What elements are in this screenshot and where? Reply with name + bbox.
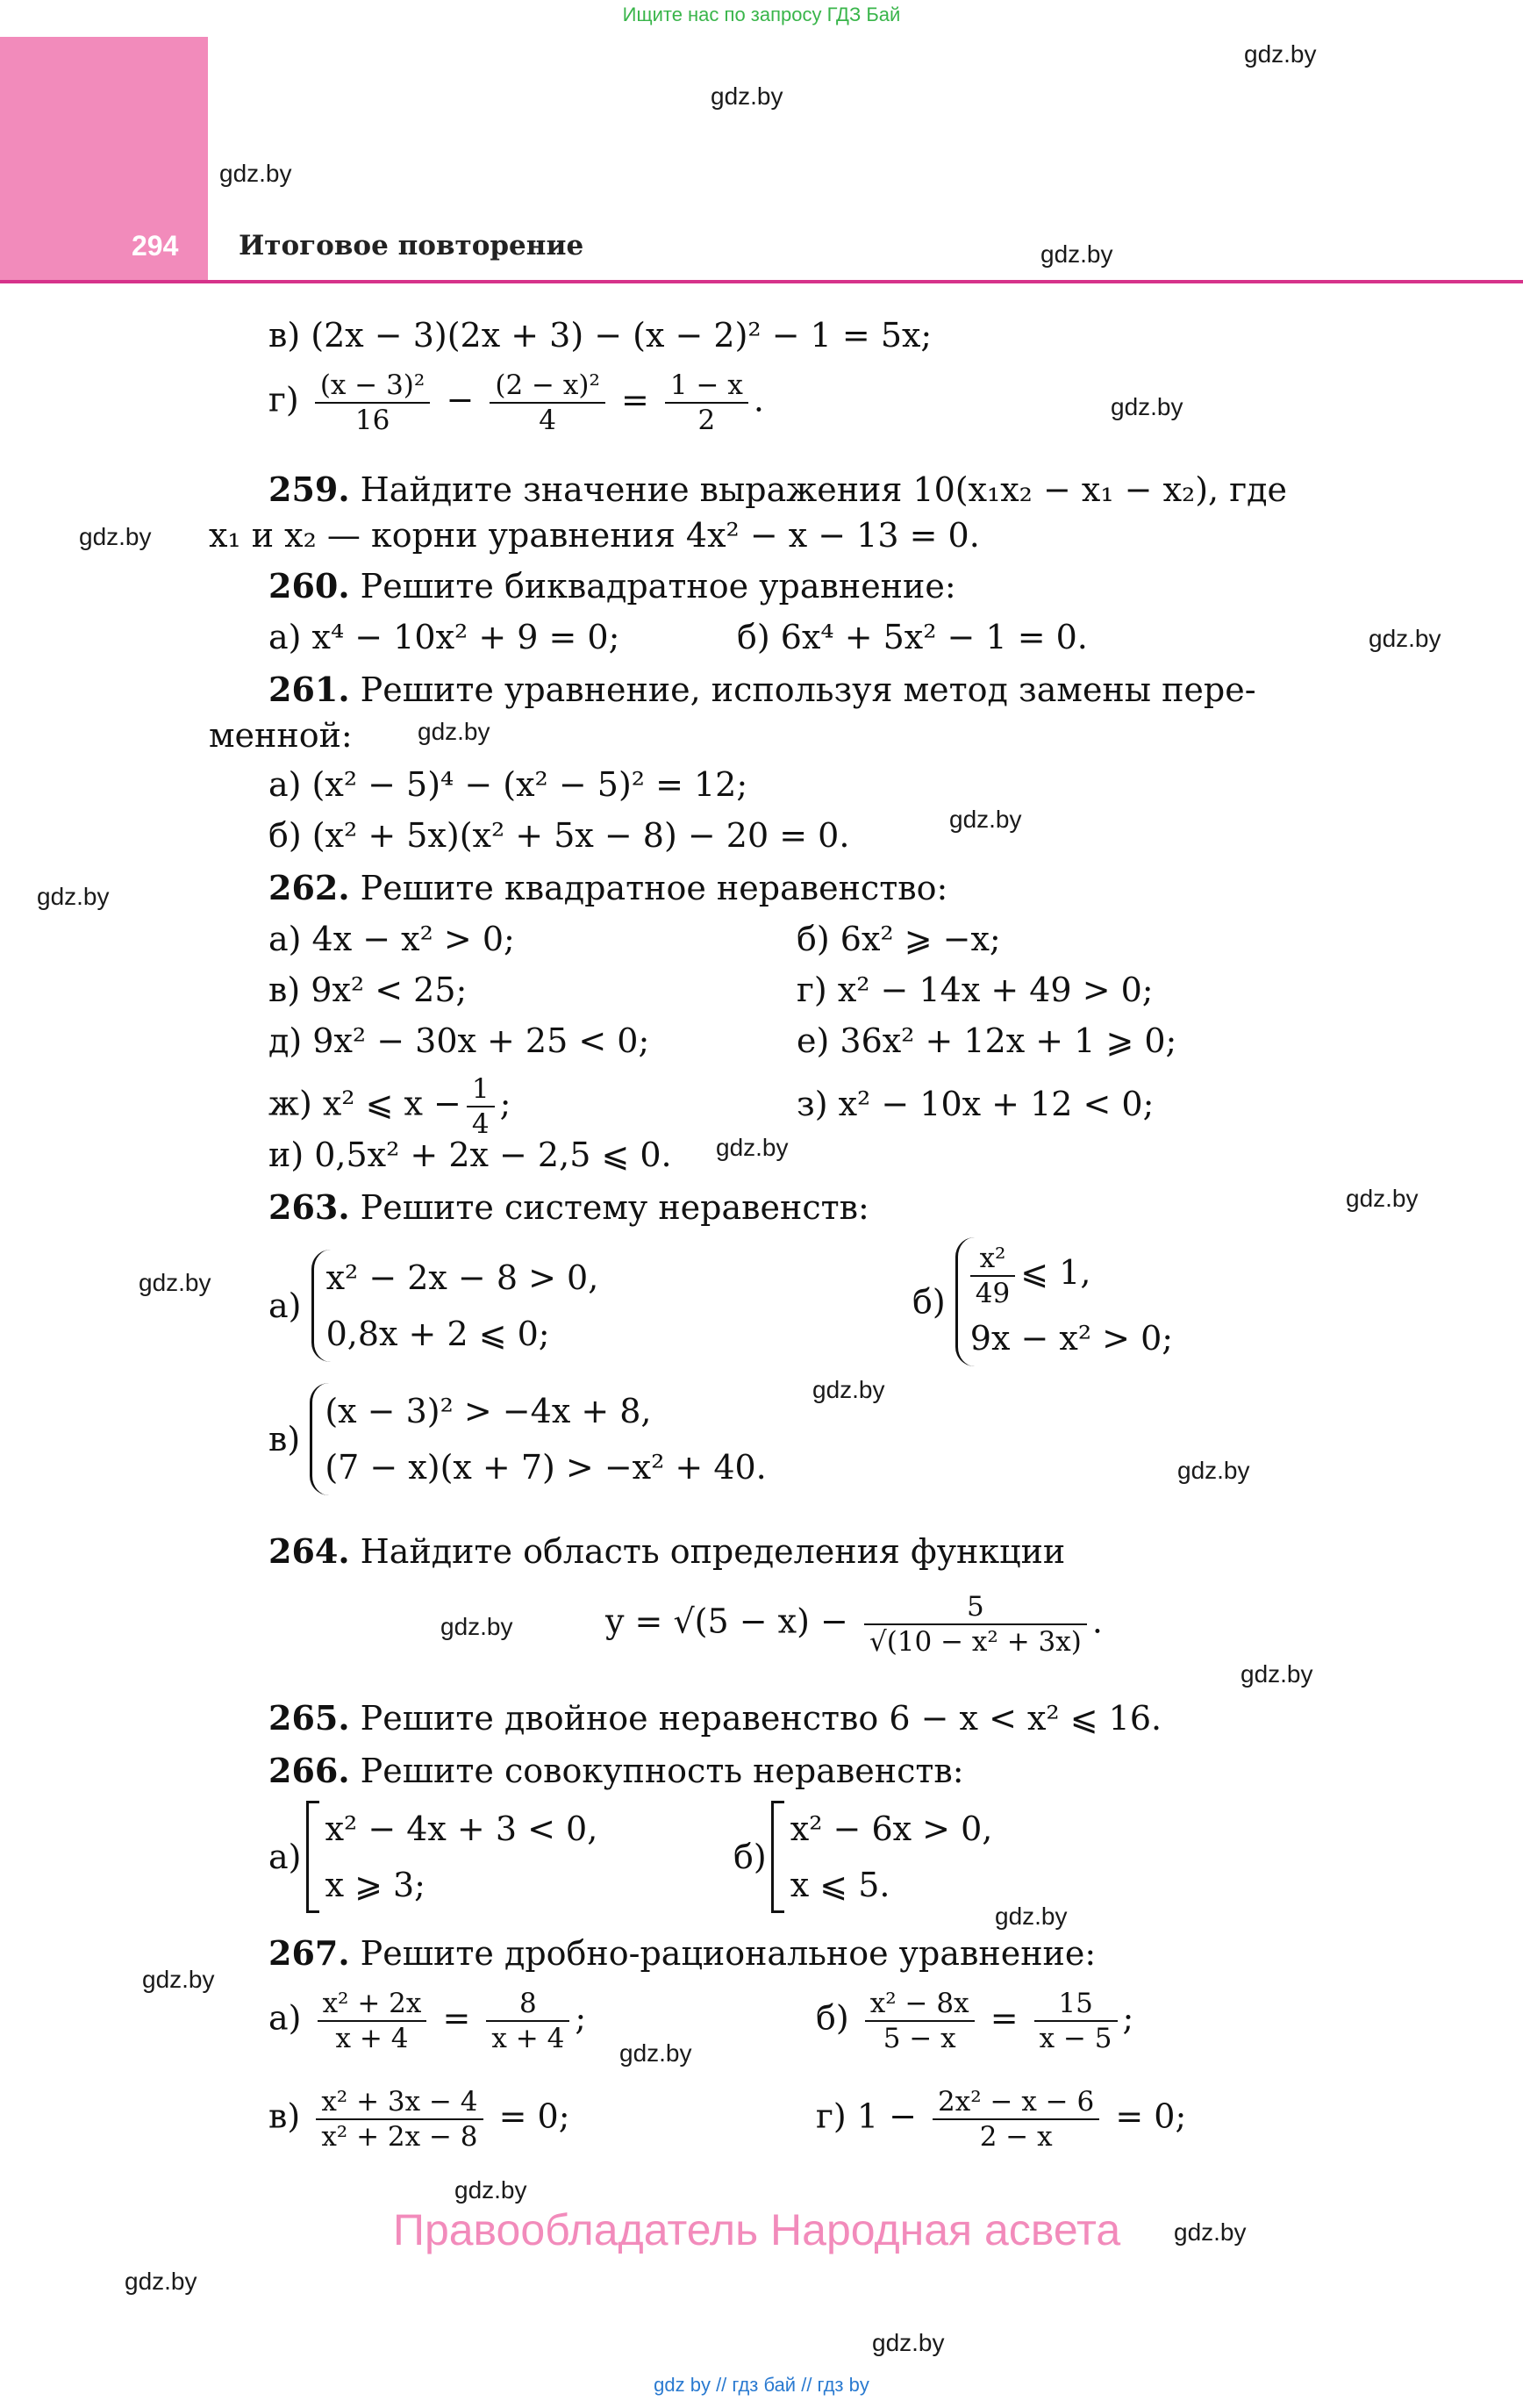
watermark: gdz.by <box>619 2039 692 2067</box>
problem-line: е) 36x² + 12x + 1 ⩾ 0; <box>797 1021 1177 1060</box>
fraction: $\frac{1}{4}$ <box>467 1072 495 1141</box>
problem-264: 264. Найдите область определения функции <box>268 1531 1066 1571</box>
problem-line: г) $\frac{\text{(x − 3)²}}{16}$ − $\frac{\text{(2 − x)²}}{4}$ = $\frac{1 - x}{2}$ . <box>268 369 764 436</box>
watermark: gdz.by <box>1040 240 1113 268</box>
problem-265: 265. Решите двойное неравенство 6 − x < x² ⩽ 16. <box>268 1698 1162 1738</box>
problem-line: б) $\frac{\text{x² − 8x}}{5 - x}$ = $\frac{15}{x - 5}$ ; <box>816 1988 1134 2054</box>
problem-line: в) $\frac{\text{x² + 3x − 4}}{\text{x² + 2x − 8}}$ = 0; <box>268 2086 570 2153</box>
problem-267: 267. Решите дробно-рациональное уравнение: <box>268 1933 1097 1973</box>
problem-line: а) (x² − 5)⁴ − (x² − 5)² = 12; <box>268 765 748 804</box>
watermark: gdz.by <box>1346 1185 1419 1212</box>
problem-line: в) 9x² < 25; <box>268 971 468 1009</box>
system-brace: x² − 2x − 8 > 0, 0,8x + 2 ⩽ 0; <box>311 1250 599 1362</box>
system-a: а) x² − 2x − 8 > 0, 0,8x + 2 ⩽ 0; <box>268 1250 598 1362</box>
item-label: г) <box>268 380 299 419</box>
problem-line: г) x² − 14x + 49 > 0; <box>797 971 1154 1009</box>
rights-holder-notice: Правообладатель Народная асвета <box>393 2205 1121 2254</box>
set-bracket: x² − 4x + 3 < 0, x ⩾ 3; <box>306 1801 598 1913</box>
problem-line: з) x² − 10x + 12 < 0; <box>797 1085 1155 1123</box>
watermark: gdz.by <box>37 883 110 910</box>
problem-line: г) 1 − $\frac{\text{2x² − x − 6}}{2 - x}$ = 0; <box>816 2086 1187 2153</box>
watermark: gdz.by <box>995 1903 1068 1930</box>
problem-line: б) (x² + 5x)(x² + 5x − 8) − 20 = 0. <box>268 816 850 855</box>
problem-line: б) 6x⁴ + 5x² − 1 = 0. <box>737 618 1088 656</box>
problem-line: а) $\frac{\text{x² + 2x}}{x + 4}$ = $\frac{8}{x + 4}$ ; <box>268 1988 587 2054</box>
watermark: gdz.by <box>872 2329 945 2356</box>
problem-line: д) 9x² − 30x + 25 < 0; <box>268 1021 650 1060</box>
watermark: gdz.by <box>418 718 490 745</box>
problem-263: 263. Решите систему неравенств: <box>268 1187 869 1227</box>
watermark: gdz.by <box>125 2268 197 2295</box>
fraction: $\frac{\text{(x − 3)²}}{16}$ <box>315 369 431 437</box>
problem-266: 266. Решите совокупность неравенств: <box>268 1751 964 1790</box>
watermark: gdz.by <box>1244 40 1317 68</box>
system-b: б) $\frac{\text{x²}}{49}$ ⩽ 1, 9x − x² > 0; <box>912 1237 1173 1366</box>
problem-line: б) 6x² ⩾ −x; <box>797 920 1001 958</box>
watermark: gdz.by <box>219 160 292 187</box>
watermark: gdz.by <box>1369 625 1441 652</box>
problem-261: 261. Решите уравнение, используя метод замены пере- <box>268 670 1256 709</box>
system-brace: $\frac{\text{x²}}{49}$ ⩽ 1, 9x − x² > 0; <box>955 1237 1173 1366</box>
problem-260: 260. Решите биквадратное уравнение: <box>268 566 956 606</box>
watermark: gdz.by <box>454 2176 527 2204</box>
top-search-link[interactable]: Ищите нас по запросу ГДЗ Бай <box>622 4 901 25</box>
system-v: в) (x − 3)² > −4x + 8, (7 − x)(x + 7) > −x² + 40. <box>268 1383 767 1495</box>
header-rule <box>0 280 1523 283</box>
problem-line: а) x⁴ − 10x² + 9 = 0; <box>268 618 620 656</box>
problem-line: ж) x² ⩽ x − $\frac{1}{4}$ ; <box>268 1073 511 1140</box>
section-title: Итоговое повторение <box>239 230 584 262</box>
watermark: gdz.by <box>1111 393 1183 420</box>
watermark: gdz.by <box>949 806 1022 833</box>
watermark: gdz.by <box>139 1269 211 1296</box>
problem-line: в) (2x − 3)(2x + 3) − (x − 2)² − 1 = 5x; <box>268 316 933 355</box>
problem-line: и) 0,5x² + 2x − 2,5 ⩽ 0. <box>268 1136 672 1174</box>
system-brace: (x − 3)² > −4x + 8, (7 − x)(x + 7) > −x² + 40. <box>310 1383 766 1495</box>
fraction: $\frac{\text{(2 − x)²}}{4}$ <box>490 369 605 437</box>
fraction: $\frac{1 - x}{2}$ <box>665 369 748 437</box>
watermark: gdz.by <box>1241 1660 1313 1688</box>
set-b: б) x² − 6x > 0, x ⩽ 5. <box>733 1801 992 1913</box>
problem-259: 259. Найдите значение выражения 10(x₁x₂ − x₁ − x₂), где <box>268 469 1288 509</box>
watermark: gdz.by <box>716 1134 789 1161</box>
set-a: а) x² − 4x + 3 < 0, x ⩾ 3; <box>268 1801 597 1913</box>
watermark: gdz.by <box>812 1376 885 1403</box>
problem-259-cont: x₁ и x₂ — корни уравнения 4x² − x − 13 = 0. <box>209 516 980 555</box>
watermark: gdz.by <box>711 82 783 110</box>
page-number: 294 <box>132 230 179 262</box>
function-formula: y = √(5 − x) − $\frac{5}{\text{√(10 − x² + 3x)}}$ . <box>605 1591 1103 1658</box>
problem-262: 262. Решите квадратное неравенство: <box>268 868 948 907</box>
set-bracket: x² − 6x > 0, x ⩽ 5. <box>771 1801 993 1913</box>
watermark: gdz.by <box>1177 1457 1250 1484</box>
watermark: gdz.by <box>79 523 152 550</box>
watermark: gdz.by <box>440 1613 513 1640</box>
bottom-links[interactable]: gdz by // гдз бай // гдз by <box>654 2374 869 2396</box>
problem-line: а) 4x − x² > 0; <box>268 920 515 958</box>
watermark: gdz.by <box>142 1966 215 1993</box>
watermark: gdz.by <box>1174 2218 1247 2246</box>
fraction: $\frac{5}{\text{√(10 − x² + 3x)}}$ <box>864 1590 1087 1659</box>
problem-261-cont: менной: <box>209 716 353 755</box>
